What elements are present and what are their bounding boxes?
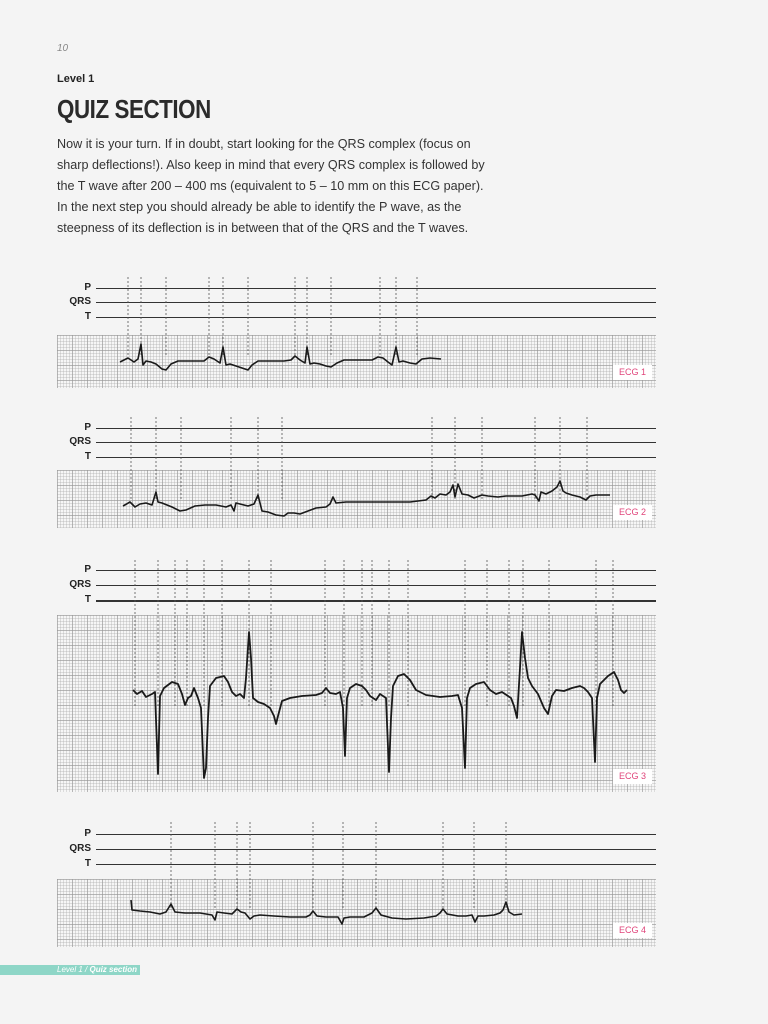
ecg-trace-svg bbox=[0, 275, 768, 390]
footer-text: Level 1 / Quiz section bbox=[57, 965, 138, 974]
ecg-trace-svg bbox=[0, 820, 768, 950]
t-row-label: T bbox=[84, 451, 91, 462]
level-label: Level 1 bbox=[57, 73, 95, 85]
ecg-block-4 bbox=[0, 820, 768, 950]
ecg-label-badge: ECG 3 bbox=[613, 769, 652, 784]
ecg-block-3 bbox=[0, 558, 768, 794]
p-row-label: P bbox=[84, 282, 91, 293]
ecg-trace-svg bbox=[0, 558, 768, 794]
t-row-label: T bbox=[84, 311, 91, 322]
qrs-row-label: QRS bbox=[69, 296, 91, 307]
ecg-label-badge: ECG 4 bbox=[613, 923, 652, 938]
page-number: 10 bbox=[57, 43, 69, 54]
ecg-block-1 bbox=[0, 275, 768, 390]
footer-chapter: Quiz section bbox=[89, 965, 138, 974]
ecg-label-badge: ECG 2 bbox=[613, 505, 652, 520]
t-row-label: T bbox=[84, 858, 91, 869]
footer-section: Level 1 bbox=[57, 965, 83, 974]
p-row-label: P bbox=[84, 564, 91, 575]
ecg-label-badge: ECG 1 bbox=[613, 365, 652, 380]
qrs-row-label: QRS bbox=[69, 436, 91, 447]
p-row-label: P bbox=[84, 828, 91, 839]
t-row-label: T bbox=[84, 594, 91, 605]
page-title: QUIZ SECTION bbox=[57, 94, 211, 124]
ecg-block-2 bbox=[0, 415, 768, 530]
ecg-trace-svg bbox=[0, 415, 768, 530]
qrs-row-label: QRS bbox=[69, 579, 91, 590]
intro-paragraph: Now it is your turn. If in doubt, start looking for the QRS complex (focus on sharp deflections!). Also keep in mind that every QRS complex is followed by the T wave after 200 – 400 ms (equivalent to 5 – 10 mm on this ECG paper). In the next step you should already be able to identify the P wave, as the steepness of its deflection is in between that of the QRS and the T waves. bbox=[57, 137, 485, 235]
qrs-row-label: QRS bbox=[69, 843, 91, 854]
p-row-label: P bbox=[84, 422, 91, 433]
